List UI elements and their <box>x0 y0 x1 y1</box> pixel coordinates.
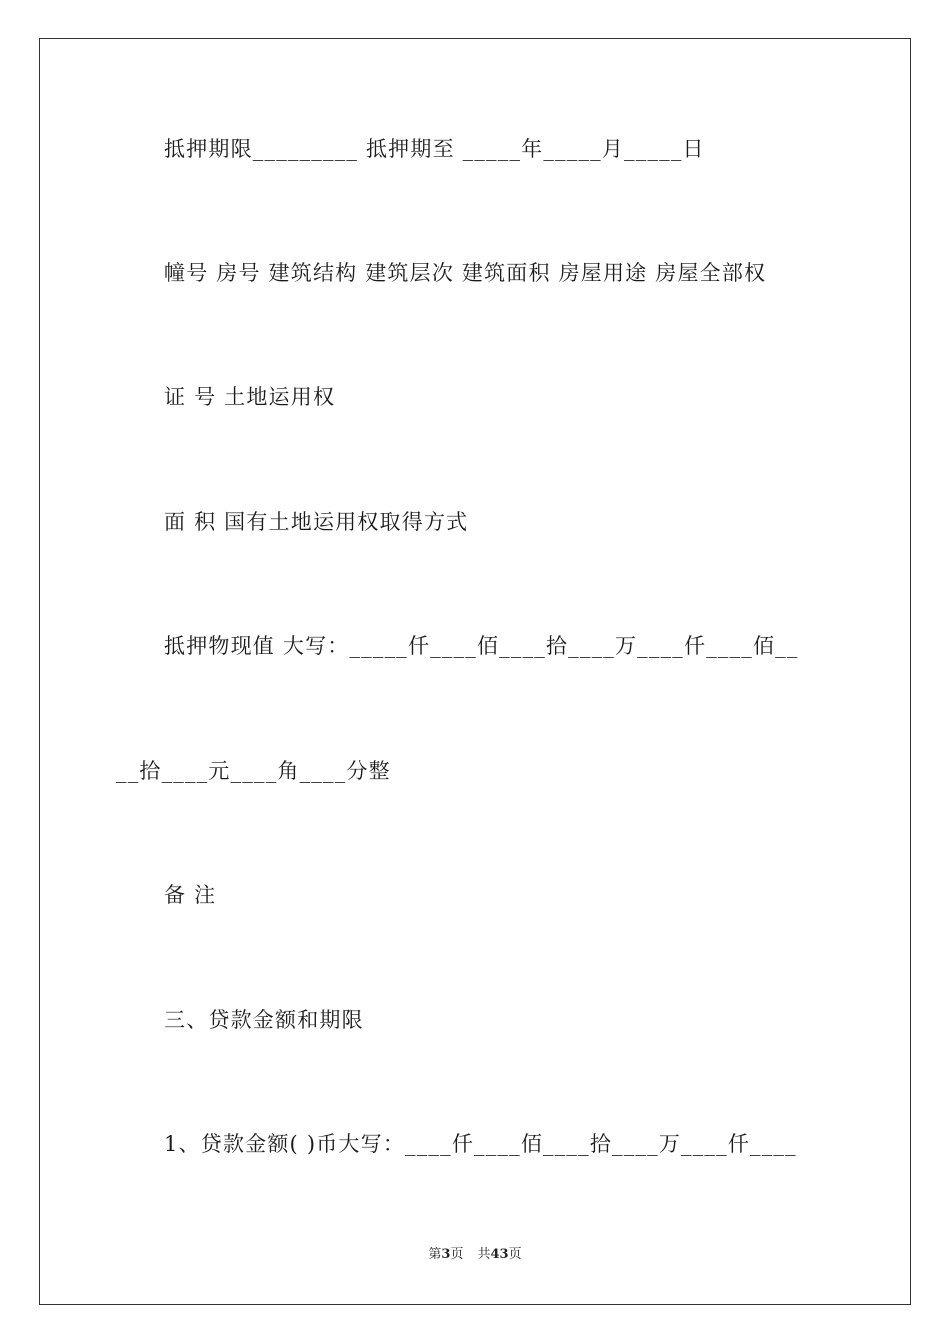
text-line-mortgage-term: 抵押期限_________ 抵押期至 _____年_____月_____日 <box>164 137 705 161</box>
text-line-property-headers: 幢号 房号 建筑结构 建筑层次 建筑面积 房屋用途 房屋全部权 <box>164 261 767 285</box>
footer-total-prefix: 共 <box>477 1247 491 1262</box>
text-line-area: 面 积 国有土地运用权取得方式 <box>164 510 469 534</box>
footer-page-suffix: 页 <box>450 1247 464 1262</box>
footer-page-number: 3 <box>441 1247 451 1262</box>
text-line-certificate: 证 号 土地运用权 <box>164 385 336 409</box>
page-border <box>39 38 911 1305</box>
footer-total-pages: 43 <box>490 1247 509 1262</box>
text-line-current-value: 抵押物现值 大写：_____仟____佰____拾____万____仟____佰__ <box>164 634 799 658</box>
text-line-loan-amount: 1、贷款金额( )币大写：____仟____佰____拾____万____仟____ <box>164 1132 797 1156</box>
footer-total-suffix: 页 <box>508 1247 522 1262</box>
text-line-remarks: 备 注 <box>164 883 217 907</box>
text-line-current-value-cont: __拾____元____角____分整 <box>116 759 391 783</box>
footer-prefix: 第 <box>428 1247 442 1262</box>
page-footer <box>0 1246 950 1264</box>
section-heading-loan: 三、贷款金额和期限 <box>164 1008 364 1032</box>
